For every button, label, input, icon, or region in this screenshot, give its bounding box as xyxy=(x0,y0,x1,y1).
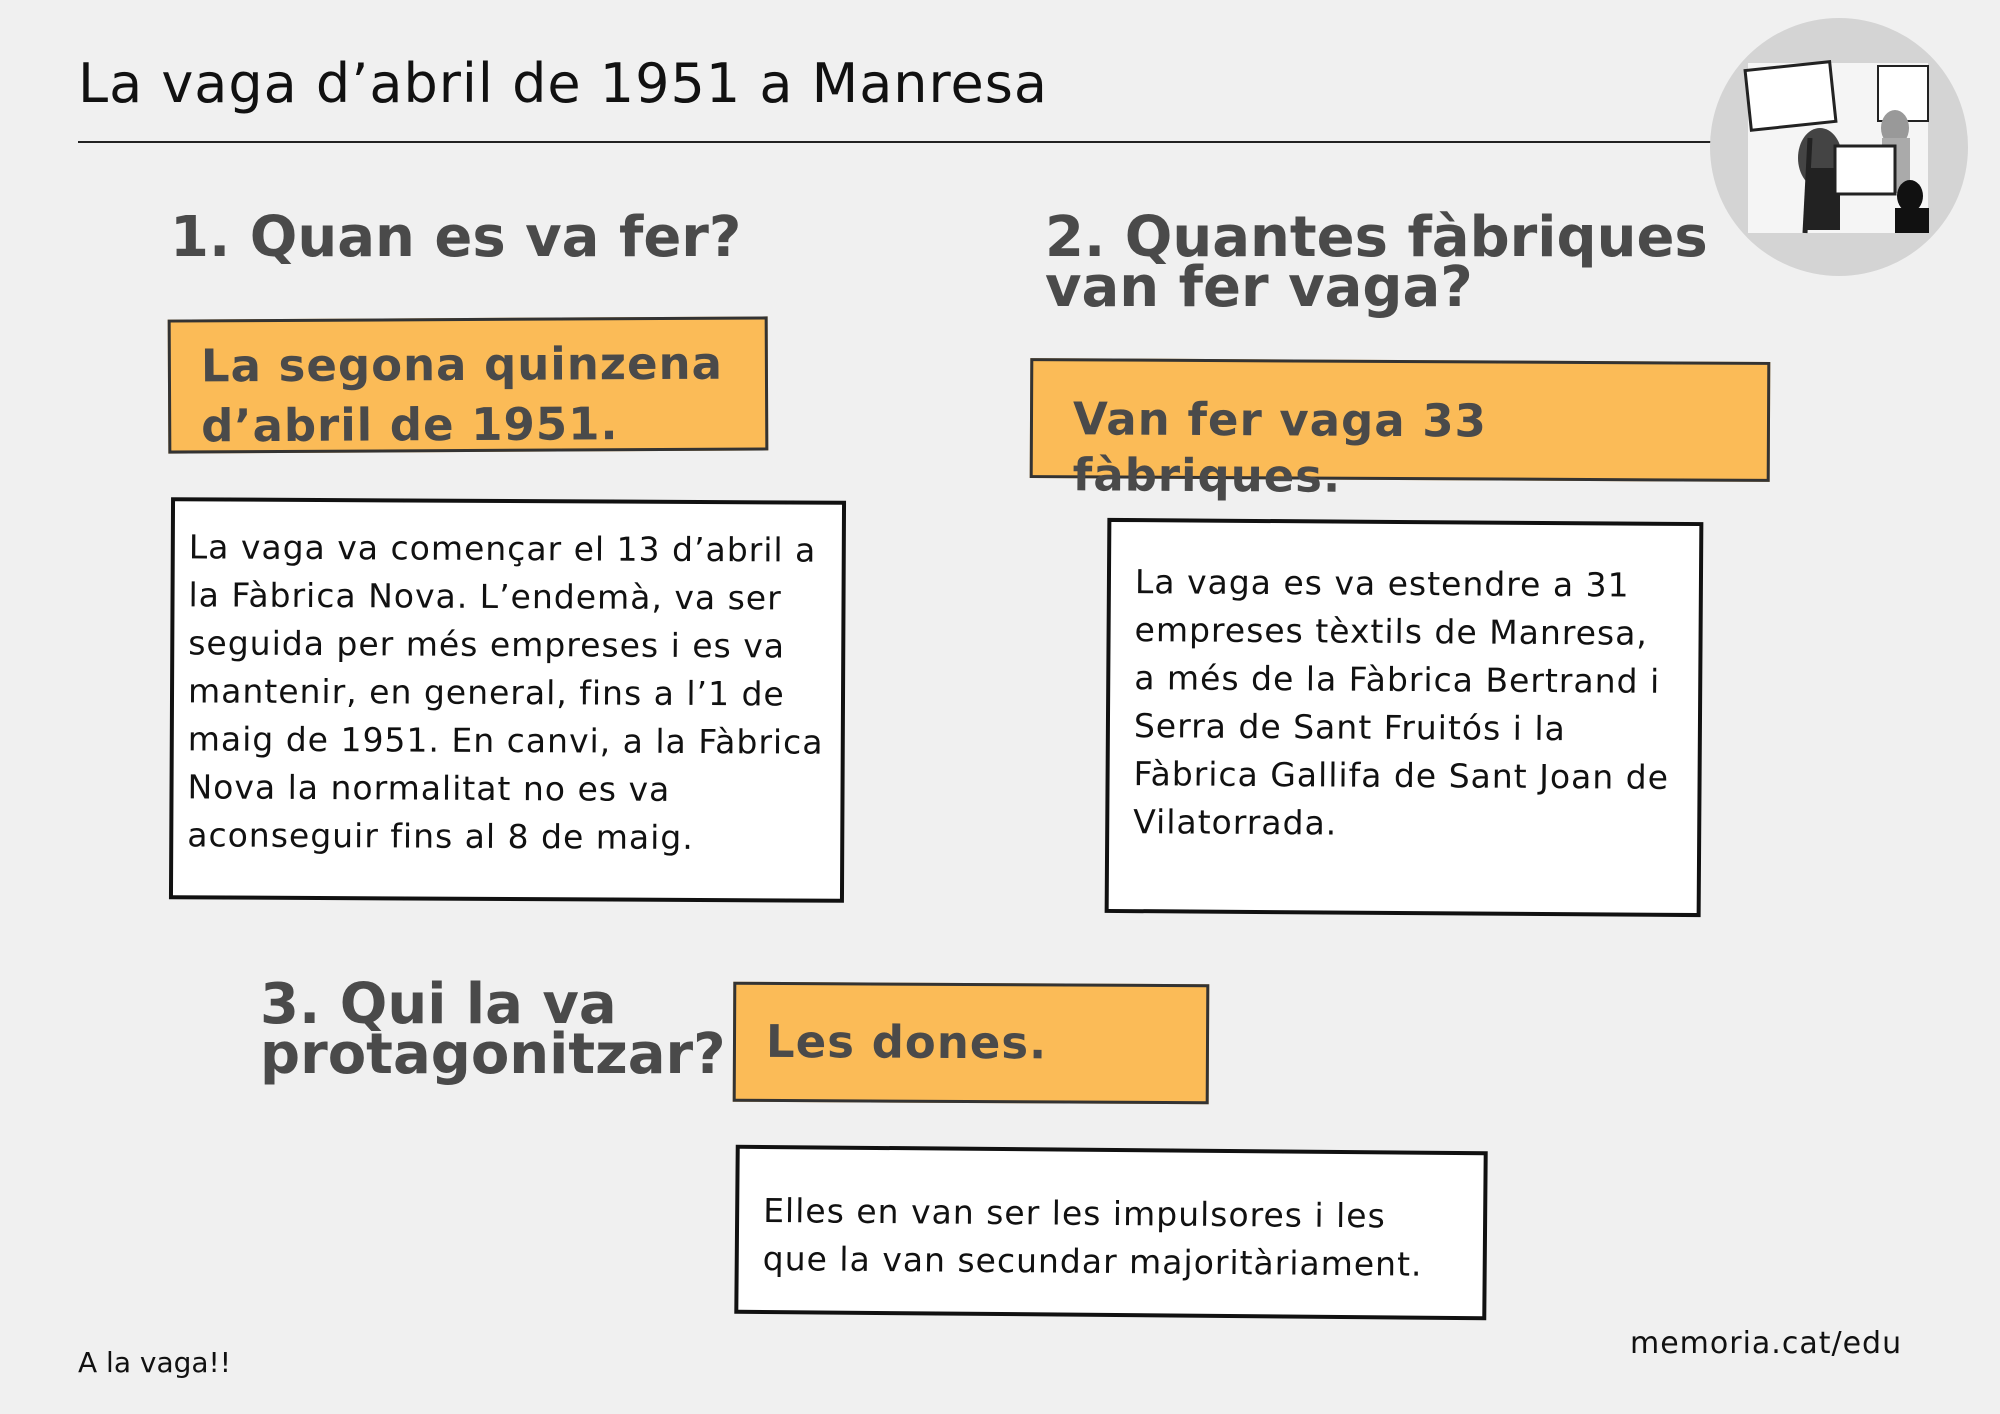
strike-protest-photo xyxy=(1710,18,1968,276)
title-divider xyxy=(78,141,1718,143)
footer-left-text: A la vaga!! xyxy=(78,1346,232,1379)
question-1: 1. Quan es va fer? xyxy=(170,205,742,270)
detail-3-text: Elles en van ser les impulsores i les que la van secundar majoritàriament. xyxy=(762,1190,1423,1284)
answer-2-box xyxy=(1030,358,1771,503)
answer-1-text: La segona quinzena d’abril de 1951. xyxy=(200,336,724,453)
answer-1-box xyxy=(168,316,769,453)
detail-3-box xyxy=(734,1145,1487,1321)
page-title: La vaga d’abril de 1951 a Manresa xyxy=(78,52,1048,115)
question-3: 3. Qui la va protagonitzar? xyxy=(260,972,726,1087)
detail-1-text: La vaga va començar el 13 d’abril a la Fàbrica Nova. L’endemà, va ser seguida per més empreses i es va mantenir, en general, fins a l’1 de maig de 1951. En canvi, a la Fàbrica Nova la normalitat no es va aconseguir fins al 8 de maig. xyxy=(187,527,824,857)
footer-url: memoria.cat/edu xyxy=(1630,1326,1903,1361)
answer-3-box xyxy=(733,982,1210,1104)
answer-3-text: Les dones. xyxy=(765,1014,1048,1070)
detail-2-box xyxy=(1105,518,1704,917)
answer-2-text: Van fer vaga 33 fàbriques. xyxy=(1072,392,1488,503)
detail-1-box xyxy=(169,497,846,903)
question-2: 2. Quantes fàbriques van fer vaga? xyxy=(1045,205,1708,320)
detail-2-text: La vaga es va estendre a 31 empreses tèxtils de Manresa, a més de la Fàbrica Bertrand i Serra de Sant Fruitós i la Fàbrica Gallifa de Sant Joan de Vilatorrada. xyxy=(1133,562,1670,843)
